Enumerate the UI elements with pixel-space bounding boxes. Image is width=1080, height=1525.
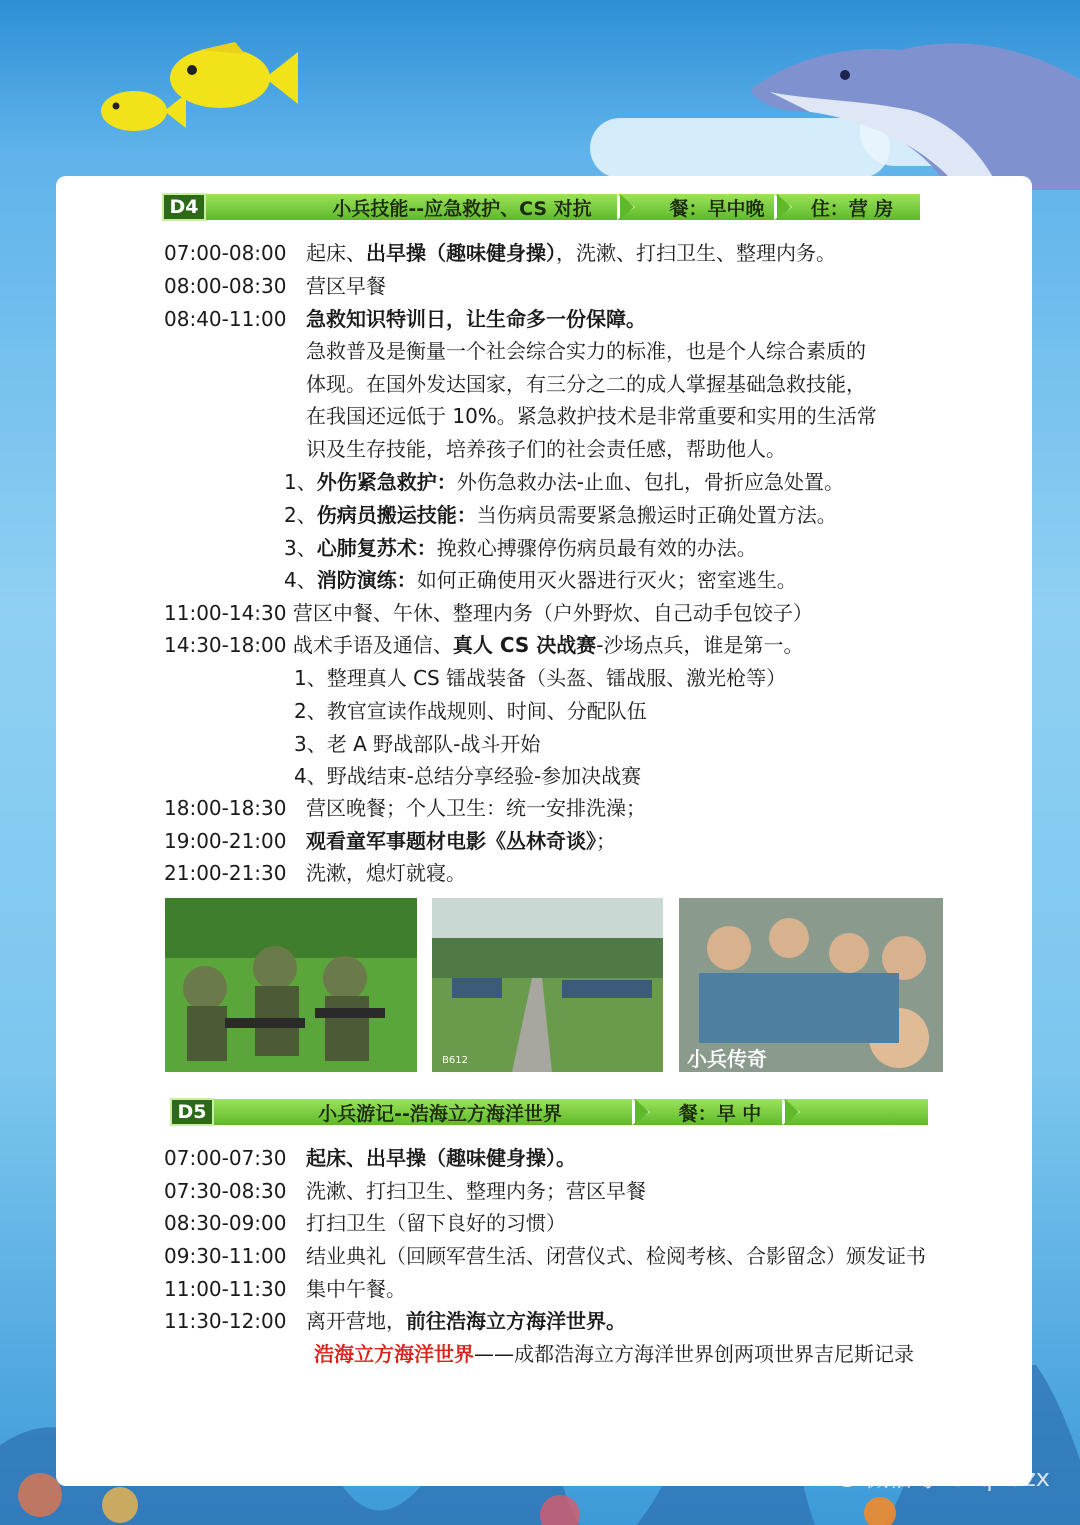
- cs-step: 3、老 A 野战部队-战斗开始: [294, 732, 541, 756]
- schedule-row: 07:00-07:30 起床、出早操（趣味健身操）。: [164, 1146, 576, 1170]
- firstaid-item: 1、外伤紧急救护：外伤急救办法-止血、包扎，骨折应急处置。: [284, 470, 844, 494]
- schedule-row: 19:00-21:00 观看童军事题材电影《丛林奇谈》；: [164, 829, 616, 853]
- schedule-row: 07:00-08:00 起床、出早操（趣味健身操），洗漱、打扫卫生、整理内务。: [164, 241, 836, 265]
- schedule-row: 09:30-11:00 结业典礼（回顾军营生活、闭营仪式、检阅考核、合影留念）颁发证书: [164, 1244, 926, 1268]
- wechat-icon: [827, 1463, 857, 1489]
- day4-tag: D4: [162, 193, 206, 221]
- schedule-row: 18:00-18:30 营区晚餐；个人卫生：统一安排洗澡；: [164, 796, 646, 820]
- schedule-row: 08:30-09:00 打扫卫生（留下良好的习惯）: [164, 1211, 566, 1235]
- firstaid-intro: 急救普及是衡量一个社会综合实力的标准，也是个人综合素质的 体现。在国外发达国家，有三分之二的成人掌握基础急救技能， 在我国还远低于 10%。紧急救护技术是非常重要和实用的生活常 识及生存技能，培养孩子们的社会责任感，帮助他人。: [306, 339, 877, 461]
- day5-title: 小兵游记--浩海立方海洋世界: [318, 1102, 562, 1125]
- photo-group-kids: [679, 898, 943, 1072]
- schedule-row: 07:30-08:30 洗漱、打扫卫生、整理内务；营区早餐: [164, 1179, 646, 1203]
- schedule-row: 11:00-14:30 营区中餐、午休、整理内务（户外野炊、自己动手包饺子）: [164, 601, 813, 625]
- firstaid-item: 3、心肺复苏术：挽救心搏骤停伤病员最有效的办法。: [284, 536, 757, 560]
- cs-step: 1、整理真人 CS 镭战装备（头盔、镭战服、激光枪等）: [294, 666, 787, 690]
- day4-meal: 餐：早中晚: [669, 197, 765, 220]
- schedule-row: 11:30-12:00 离开营地，前往浩海立方海洋世界。: [164, 1309, 626, 1333]
- firstaid-item: 4、消防演练：如何正确使用灭火器进行灭火；密室逃生。: [284, 568, 797, 592]
- photo-caption-brand: 小兵传奇: [687, 1047, 767, 1071]
- schedule-row: 21:00-21:30 洗漱，熄灯就寝。: [164, 861, 466, 885]
- watermark-text: 微信号: szqhdzx: [864, 1464, 1050, 1492]
- schedule-row: 11:00-11:30 集中午餐。: [164, 1277, 406, 1301]
- schedule-row: 08:00-08:30 营区早餐: [164, 274, 386, 298]
- firstaid-item: 2、伤病员搬运技能：当伤病员需要紧急搬运时正确处置方法。: [284, 503, 837, 527]
- cs-step: 2、教官宣读作战规则、时间、分配队伍: [294, 699, 647, 723]
- schedule-row: 08:40-11:00 急救知识特训日，让生命多一份保障。: [164, 307, 646, 331]
- wechat-watermark: [827, 1458, 1050, 1493]
- dolphin-icon: [750, 20, 1080, 190]
- photo-cs-kids: [165, 898, 417, 1072]
- schedule-row: 14:30-18:00 战术手语及通信、真人 CS 决战赛-沙场点兵，谁是第一。: [164, 633, 804, 657]
- photo-field-drill: [432, 898, 663, 1072]
- day5-tag: D5: [170, 1098, 214, 1126]
- ocean-world-note: 浩海立方海洋世界——成都浩海立方海洋世界创两项世界吉尼斯记录: [314, 1342, 914, 1366]
- yellow-fish-icon: [94, 86, 186, 136]
- day5-header-band: [170, 1099, 930, 1125]
- photo-caption-b612: B612: [442, 1055, 468, 1066]
- day4-stay: 住：营 房: [810, 197, 894, 220]
- day5-meal: 餐：早 中: [678, 1102, 762, 1125]
- day4-header-band: [162, 194, 922, 220]
- day4-title: 小兵技能--应急救护、CS 对抗: [332, 197, 592, 220]
- cs-step: 4、野战结束-总结分享经验-参加决战赛: [294, 764, 642, 788]
